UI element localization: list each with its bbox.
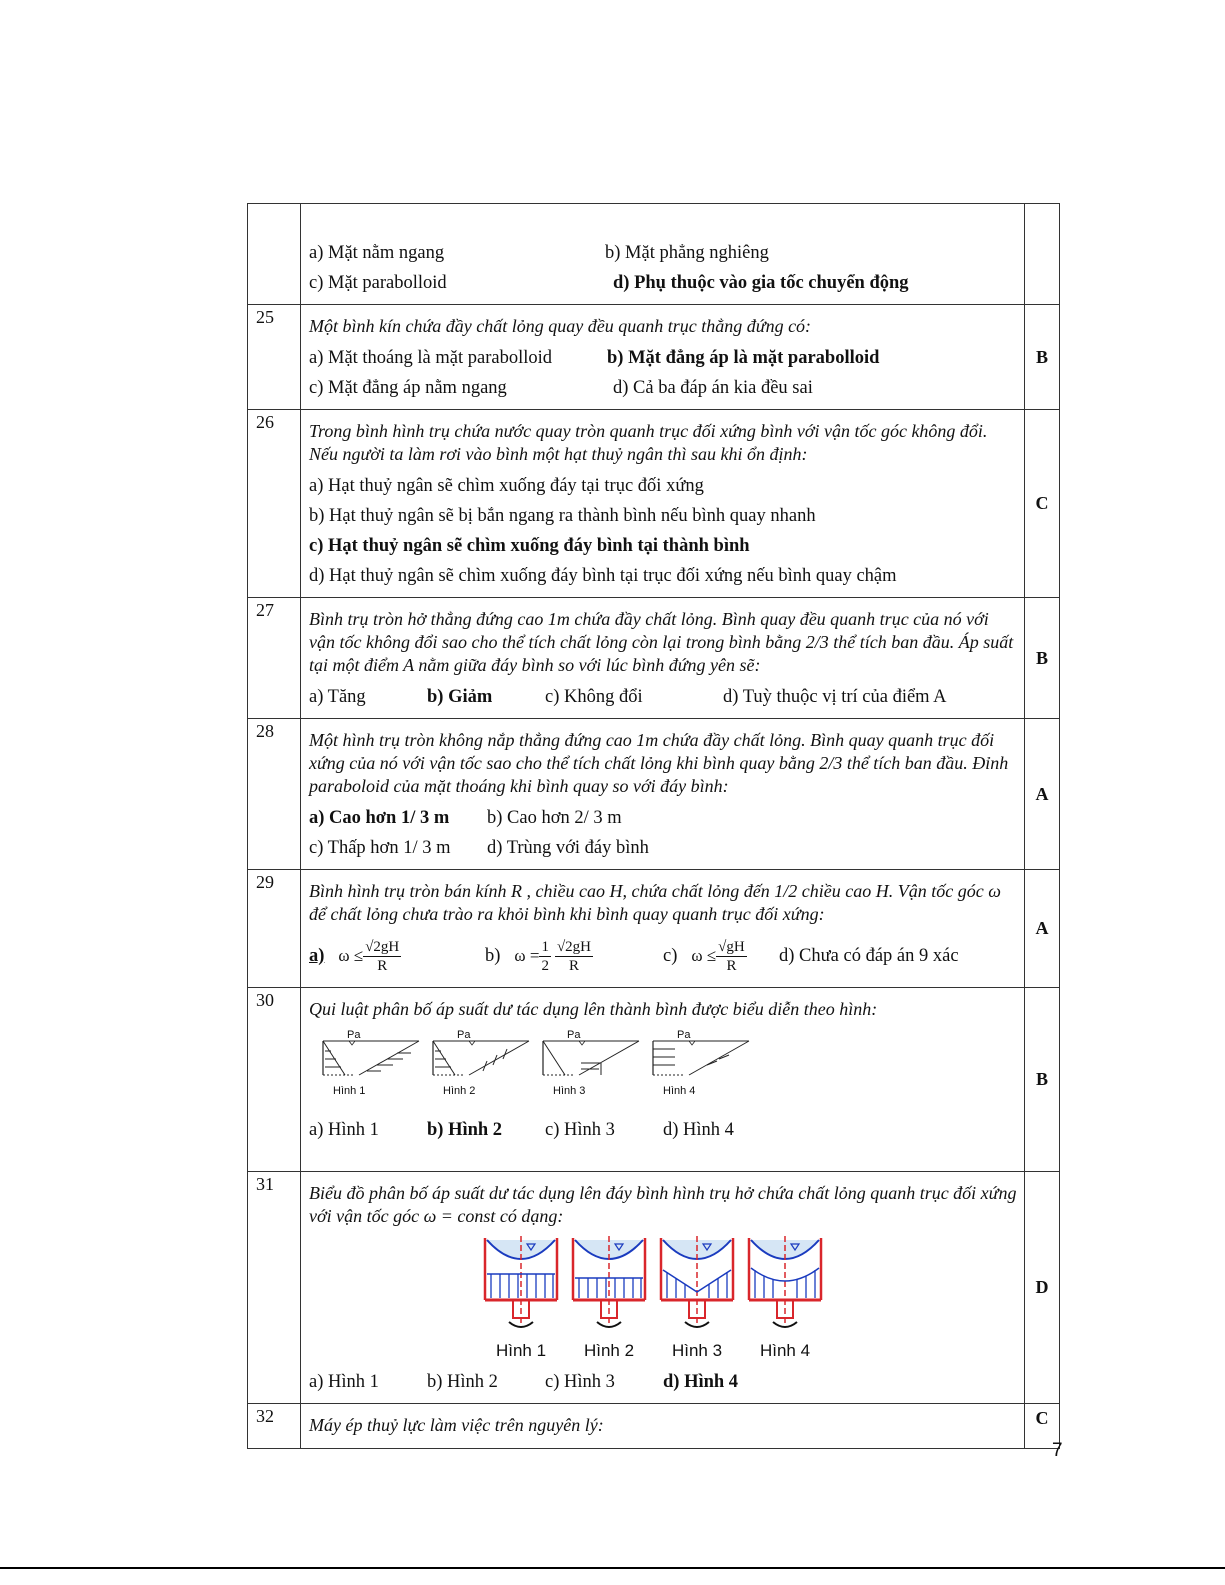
option-b: b) Hình 2 (427, 1372, 498, 1392)
figure-caption: Hình 3 (553, 1085, 586, 1097)
question-number: 28 (248, 719, 301, 870)
question-number: 26 (248, 410, 301, 598)
question-row-30 (248, 988, 1060, 1172)
question-number: 25 (248, 305, 301, 410)
option-a: a) ω ≤ $\frac{√2gH}{R}$ (309, 938, 400, 974)
figure-row-wall-pressure (319, 1031, 1018, 1097)
question-number: 31 (248, 1172, 301, 1404)
figure-bottom-3 (659, 1234, 735, 1361)
answer-key: A (1025, 870, 1060, 988)
question-text: Trong bình hình trụ chứa nước quay tròn quanh trục đối xứng bình với vận tốc góc không đổi. Nếu người ta làm rơi vào bình một hạt thuỷ ngân thì sau khi ổn định: (309, 421, 988, 464)
option-c: c) Không đổi (545, 687, 643, 707)
answer-key: B (1025, 305, 1060, 410)
option-d: d) Phụ thuộc vào gia tốc chuyển động (613, 273, 909, 293)
option-b: b) Mặt phẳng nghiêng (605, 243, 769, 263)
option-d: d) Cả ba đáp án kia đều sai (613, 378, 813, 398)
question-row-29 (248, 870, 1060, 988)
figure-caption: Hình 3 (671, 1341, 723, 1360)
question-row-26 (248, 410, 1060, 598)
option-d: d) Tuỳ thuộc vị trí của điểm A (723, 687, 947, 707)
figure-caption: Hình 4 (663, 1085, 696, 1097)
option-c: c) Hình 3 (545, 1120, 615, 1140)
figure-bottom-2 (571, 1234, 647, 1361)
page-number: 7 (1052, 1440, 1063, 1461)
question-text: Qui luật phân bố áp suất dư tác dụng lên thành bình được biểu diễn theo hình: (309, 999, 878, 1019)
option-d: d) Trùng với đáy bình (487, 838, 649, 858)
option-d: d) Hình 4 (663, 1120, 734, 1140)
option-b: b) ω = $\frac{1}{2}$ $\frac{√2gH}{R}$ (485, 938, 592, 974)
option-a: a) Tăng (309, 687, 366, 707)
answer-key: C (1025, 410, 1060, 598)
option-b: b) Giảm (427, 687, 493, 707)
figure-row-bottom-pressure (483, 1234, 1018, 1361)
question-row-27 (248, 598, 1060, 719)
option-a: a) Hình 1 (309, 1120, 379, 1140)
pa-label: Pa (567, 1029, 581, 1041)
option-b: b) Cao hơn 2/ 3 m (487, 808, 622, 828)
option-a: a) Mặt nằm ngang (309, 243, 445, 263)
option-d: d) Hạt thuỷ ngân sẽ chìm xuống đáy bình tại trục đối xứng nếu bình quay chậm (309, 566, 897, 586)
figure-bottom-1 (483, 1234, 559, 1361)
question-number: 27 (248, 598, 301, 719)
question-number: 32 (248, 1404, 301, 1449)
question-text: Máy ép thuỷ lực làm việc trên nguyên lý: (309, 1415, 604, 1435)
figure-wall-4 (649, 1031, 753, 1097)
question-number: 30 (248, 988, 301, 1172)
figure-wall-1 (319, 1031, 423, 1097)
option-d: d) Chưa có đáp án 9 xác (779, 946, 959, 966)
option-a: a) Hạt thuỷ ngân sẽ chìm xuống đáy tại trục đối xứng (309, 476, 704, 496)
question-row-28 (248, 719, 1060, 870)
question-text: Bình hình trụ tròn bán kính R , chiều cao H, chứa chất lỏng đến 1/2 chiều cao H. Vận tốc góc ω để chất lỏng chưa trào ra khỏi bình khi bình quay quanh trục đối xứng: (309, 881, 1001, 924)
option-b: b) Mặt đẳng áp là mặt parabolloid (607, 348, 880, 368)
answer-key: B (1025, 988, 1060, 1172)
option-b: b) Hình 2 (427, 1120, 503, 1140)
bottom-divider (0, 1567, 1225, 1569)
question-row-24 (248, 204, 1060, 305)
option-b: b) Hạt thuỷ ngân sẽ bị bắn ngang ra thành bình nếu bình quay nhanh (309, 506, 816, 526)
option-c: c) Hạt thuỷ ngân sẽ chìm xuống đáy bình tại thành bình (309, 536, 750, 556)
answer-key: B (1025, 598, 1060, 719)
pa-label: Pa (347, 1029, 361, 1041)
question-table (247, 203, 1060, 1449)
pa-label: Pa (457, 1029, 471, 1041)
answer-key: C (1025, 1404, 1060, 1449)
question-row-25 (248, 305, 1060, 410)
answer-key: A (1025, 719, 1060, 870)
figure-caption: Hình 1 (495, 1341, 547, 1360)
option-a: a) Hình 1 (309, 1372, 379, 1392)
figure-caption: Hình 4 (759, 1341, 811, 1360)
question-text: Bình trụ tròn hở thẳng đứng cao 1m chứa đầy chất lỏng. Bình quay đều quanh trục của nó với vận tốc không đổi sao cho thể tích chất lỏng còn lại trong bình bằng 2/3 thể tích ban đầu. Áp suất tại một điểm A nằm giữa đáy bình so với lúc bình đứng yên sẽ: (309, 609, 1014, 675)
option-c: c) Mặt parabolloid (309, 273, 447, 293)
figure-caption: Hình 2 (443, 1085, 476, 1097)
option-d: d) Hình 4 (663, 1372, 739, 1392)
option-c: c) Mặt đẳng áp nằm ngang (309, 378, 507, 398)
answer-key (1025, 204, 1060, 305)
figure-wall-3 (539, 1031, 643, 1097)
option-c: c) Hình 3 (545, 1372, 615, 1392)
option-a: a) Mặt thoáng là mặt parabolloid (309, 348, 552, 368)
option-a: a) Cao hơn 1/ 3 m (309, 808, 450, 828)
question-text: Biểu đồ phân bố áp suất dư tác dụng lên đáy bình hình trụ hở chứa chất lỏng quanh trục đối xứng với vận tốc góc ω = const có dạng: (309, 1183, 1017, 1226)
pa-label: Pa (677, 1029, 691, 1041)
answer-key: D (1025, 1172, 1060, 1404)
question-row-31 (248, 1172, 1060, 1404)
option-c: c) ω ≤ $\frac{√gH}{R}$ (663, 938, 745, 974)
question-text: Một bình kín chứa đầy chất lỏng quay đều quanh trục thẳng đứng có: (309, 316, 812, 336)
question-number (248, 204, 301, 305)
figure-bottom-4 (747, 1234, 823, 1361)
figure-wall-2 (429, 1031, 533, 1097)
option-c: c) Thấp hơn 1/ 3 m (309, 838, 451, 858)
question-text: Một hình trụ tròn không nắp thẳng đứng cao 1m chứa đầy chất lỏng. Bình quay quanh trục đối xứng của nó với vận tốc sao cho thể tích chất lỏng khi bình quay bằng 2/3 thể tích ban đầu. Đỉnh paraboloid của mặt thoáng khi bình quay so với đáy bình: (309, 730, 1009, 796)
question-row-32 (248, 1404, 1060, 1449)
figure-caption: Hình 2 (583, 1341, 635, 1360)
question-number: 29 (248, 870, 301, 988)
figure-caption: Hình 1 (333, 1085, 366, 1097)
